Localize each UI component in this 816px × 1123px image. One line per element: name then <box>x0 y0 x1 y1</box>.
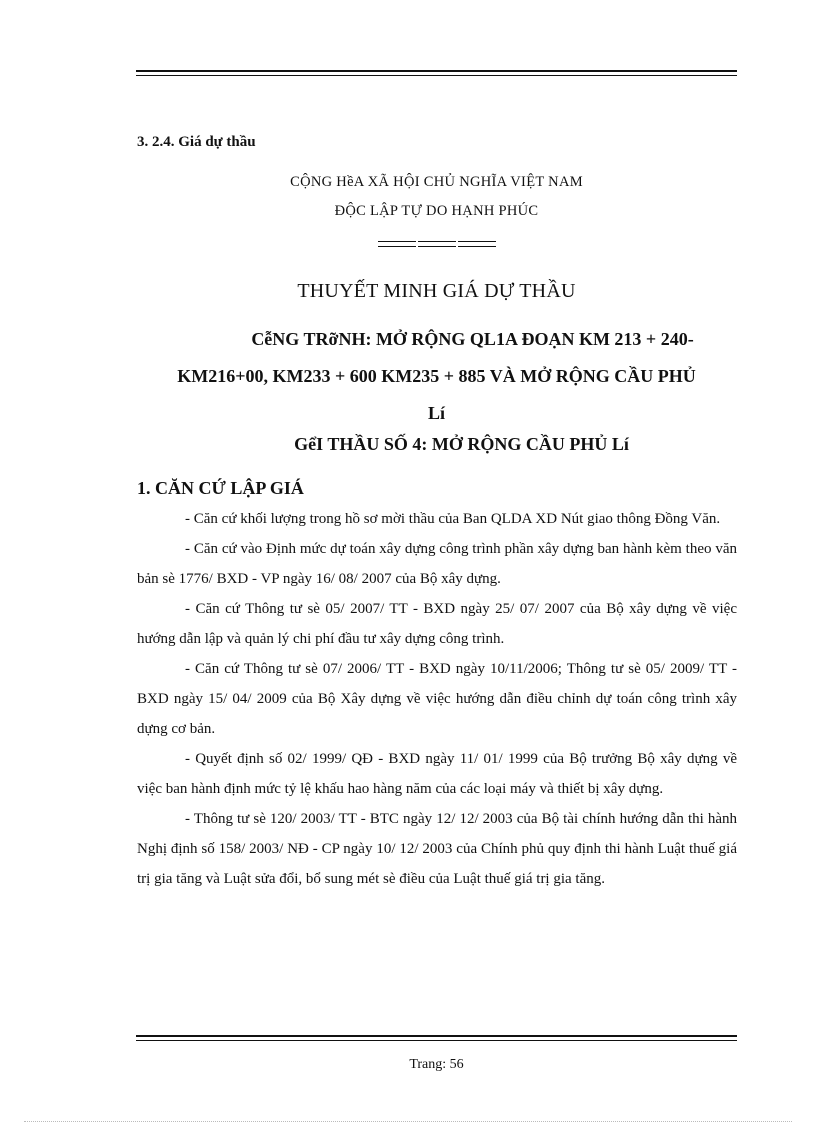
document-body <box>137 504 737 894</box>
nation-motto: ĐỘC LẬP TỰ DO HẠNH PHÚC <box>334 203 539 219</box>
paragraph: - Căn cứ khối lượng trong hồ sơ mời thầu của Ban QLDA XD Nút giao thông Đồng Văn. <box>185 511 721 527</box>
page-number: Trang: 56 <box>409 1057 464 1072</box>
footer-rule <box>136 1035 737 1041</box>
section-heading: 1. CĂN CỨ LẬP GIÁ <box>137 478 304 498</box>
page-edge <box>24 1121 792 1122</box>
paragraph: - Căn cứ Thông tư sè 07/ 2006/ TT - BXD ngày 10/11/2006; Thông tư sè 05/ 2009/ TT - BXD ngày 15/ 04/ 2009 của Bộ Xây dựng về việc hướng dẫn điều chỉnh dự toán công trình xây dựng cơ bản. <box>137 661 737 737</box>
paragraph: - Căn cứ vào Định mức dự toán xây dựng công trình phần xây dựng ban hành kèm theo văn bản sè 1776/ BXD - VP ngày 16/ 08/ 2007 của Bộ xây dựng. <box>137 541 737 587</box>
project-line: KM216+00, KM233 + 600 KM235 + 885 VÀ MỞ RỘNG CẦU PHỦ <box>177 366 696 386</box>
header-rule <box>136 70 737 76</box>
project-line: CễNG TRỡNH: MỞ RỘNG QL1A ĐOẠN KM 213 + 240- <box>251 329 694 349</box>
document-title: THUYẾT MINH GIÁ DỰ THẦU <box>297 280 576 302</box>
package-title: GểI THẦU SỐ 4: MỞ RỘNG CẦU PHỦ Lí <box>294 434 629 454</box>
paragraph: - Thông tư sè 120/ 2003/ TT - BTC ngày 12/ 12/ 2003 của Bộ tài chính hướng dẫn thi hành Nghị định số 158/ 2003/ NĐ - CP ngày 10/ 12/ 2003 của Chính phủ quy định thi hành Luật thuế giá trị gia tăng và Luật sửa đổi, bổ sung mét sè điều của Luật thuế giá trị gia tăng. <box>137 811 737 887</box>
divider-segment <box>378 241 416 247</box>
paragraph: - Quyết định số 02/ 1999/ QĐ - BXD ngày 11/ 01/ 1999 của Bộ trưởng Bộ xây dựng về việc ban hành định mức tỷ lệ khấu hao hàng năm của các loại máy và thiết bị xây dựng. <box>137 751 737 797</box>
project-line: Lí <box>427 403 445 423</box>
divider-segment <box>418 241 456 247</box>
section-title: 3. 2.4. Giá dự thầu <box>137 134 256 150</box>
project-name <box>136 321 737 432</box>
nation-name: CỘNG HềA XÃ HỘI CHỦ NGHĨA VIỆT NAM <box>290 174 583 190</box>
divider-segment <box>458 241 496 247</box>
paragraph: - Căn cứ Thông tư sè 05/ 2007/ TT - BXD ngày 25/ 07/ 2007 của Bộ xây dựng về việc hướng dẫn lập và quản lý chi phí đầu tư xây dựng công trình. <box>137 601 737 647</box>
heading-divider <box>136 241 737 247</box>
